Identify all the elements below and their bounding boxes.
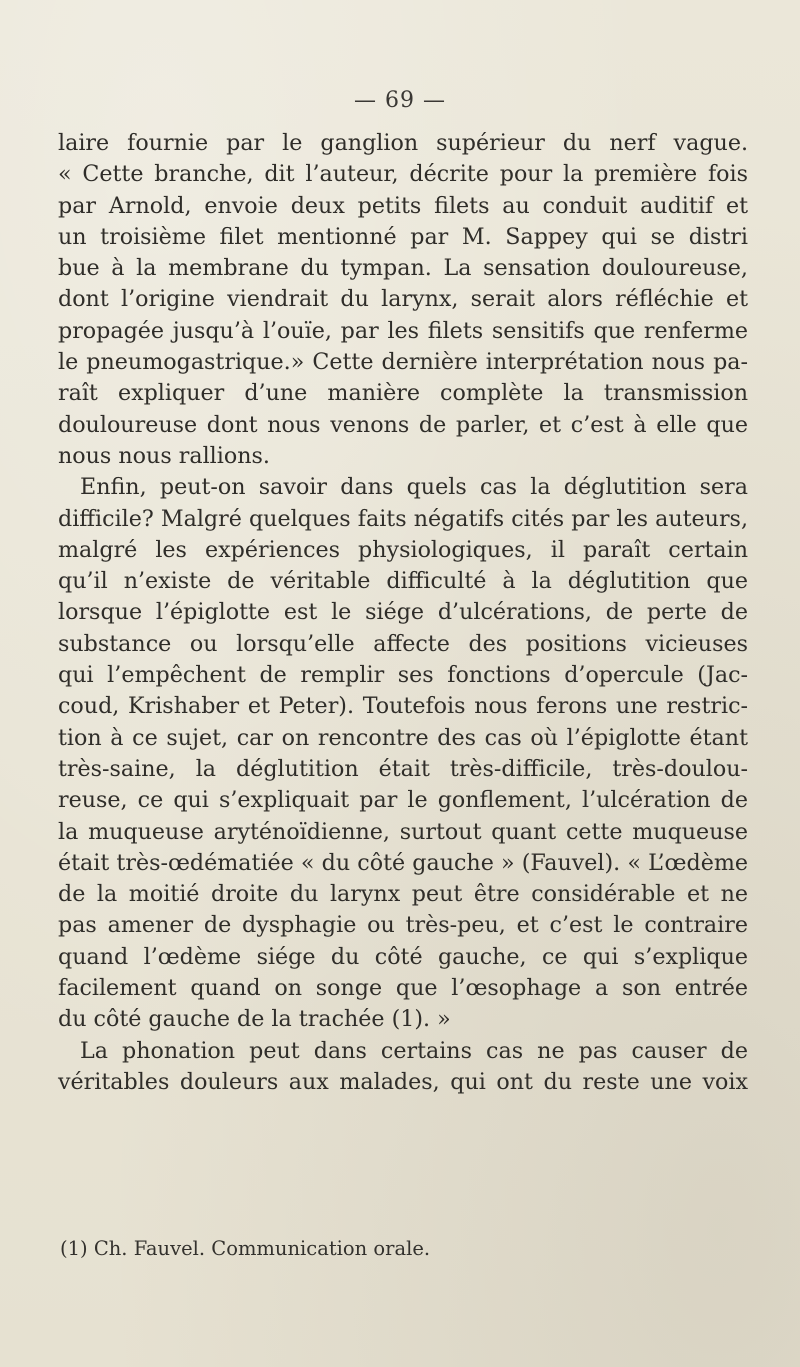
text-line: Enfin, peut-on savoir dans quels cas la déglutition sera <box>80 474 748 501</box>
text-line: bue à la membrane du tympan. La sensation douloureuse, <box>58 255 748 282</box>
text-line: quand l’œdème siége du côté gauche, ce qui s’explique <box>58 943 748 970</box>
text-line: lorsque l’épiglotte est le siége d’ulcérations, de perte de <box>58 599 748 626</box>
text-line: un troisième filet mentionné par M. Sappey qui se distri <box>58 223 748 250</box>
text-line: difficile? Malgré quelques faits négatifs cités par les auteurs, <box>58 505 748 532</box>
text-line: propagée jusqu’à l’ouïe, par les filets sensitifs que renferme <box>58 317 748 344</box>
text-line: très-saine, la déglutition était très-difficile, très-doulou- <box>58 755 748 782</box>
text-line: La phonation peut dans certains cas ne pas causer de <box>80 1037 748 1064</box>
text-line: substance ou lorsqu’elle affecte des positions vicieuses <box>58 630 748 657</box>
text-line: du côté gauche de la trachée (1). » <box>58 1006 451 1033</box>
text-line: de la moitié droite du larynx peut être considérable et ne <box>58 881 748 908</box>
text-line: par Arnold, envoie deux petits filets au conduit auditif et <box>58 192 748 219</box>
text-line: facilement quand on songe que l’œsophage a son entrée <box>58 975 748 1002</box>
page-number: — 69 — <box>354 88 446 113</box>
text-line: véritables douleurs aux malades, qui ont du reste une voix <box>58 1068 748 1095</box>
text-line: coud, Krishaber et Peter). Toutefois nous ferons une restric- <box>58 693 748 720</box>
text-line: nous nous rallions. <box>58 442 270 469</box>
body-text <box>58 128 748 1098</box>
text-line: le pneumogastrique.» Cette dernière interprétation nous pa- <box>58 349 748 376</box>
text-line: « Cette branche, dit l’auteur, décrite pour la première fois <box>58 161 748 188</box>
text-line: pas amener de dysphagie ou très-peu, et c’est le contraire <box>58 912 748 939</box>
text-line: reuse, ce qui s’expliquait par le gonflement, l’ulcération de <box>58 787 748 814</box>
text-line: laire fournie par le ganglion supérieur du nerf vague. <box>58 130 748 156</box>
text-line: douloureuse dont nous venons de parler, et c’est à elle que <box>58 411 748 438</box>
text-line: la muqueuse aryténoïdienne, surtout quant cette muqueuse <box>58 818 748 845</box>
footnote: (1) Ch. Fauvel. Communication orale. <box>60 1237 431 1260</box>
text-line: tion à ce sujet, car on rencontre des cas où l’épiglotte étant <box>58 724 748 751</box>
text-line: était très-œdématiée « du côté gauche » (Fauvel). « L’œdème <box>58 849 748 876</box>
text-line: raît expliquer d’une manière complète la transmission <box>58 380 748 407</box>
text-line: dont l’origine viendrait du larynx, serait alors réfléchie et <box>58 286 748 313</box>
text-line: qu’il n’existe de véritable difficulté à la déglutition que <box>58 568 748 595</box>
text-line: malgré les expériences physiologiques, il paraît certain <box>58 536 748 563</box>
text-line: qui l’empêchent de remplir ses fonctions d’opercule (Jac- <box>58 662 748 689</box>
